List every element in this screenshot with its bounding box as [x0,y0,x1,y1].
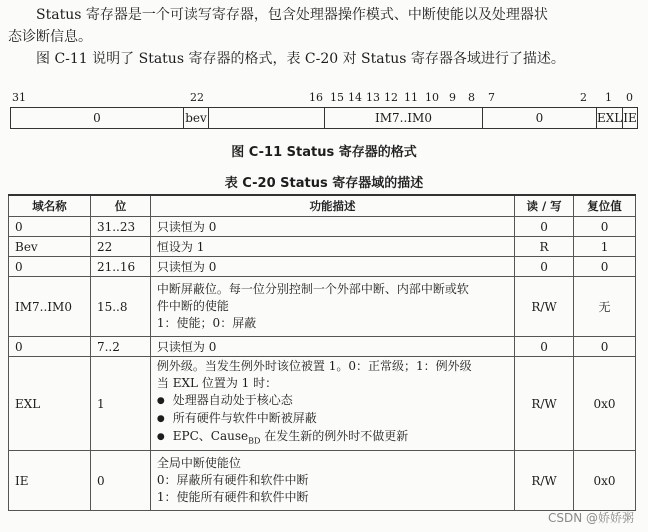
desc-bullet: ● 处理器自动处于核心态 [157,392,508,410]
cell-name: 0 [9,337,91,357]
bd-subscript: BD [248,436,261,446]
cell-name: 0 [9,217,91,237]
cell-rw: R/W [515,357,574,451]
bit-number: 16 [309,91,323,104]
cell-desc [150,357,514,451]
cell-reset: 0 [574,217,636,237]
bit-number: 11 [404,91,418,104]
figure-caption: 图 C-11 Status 寄存器的格式 [231,145,417,160]
cell-bits: 0 [90,451,150,511]
desc-line: 1：使能所有硬件和软件中断 [156,490,309,505]
desc-line: 全局中断使能位 [156,456,241,471]
intro-line-1: Status 寄存器是一个可读写寄存器，包含处理器操作模式、中断使能以及处理器状 [36,7,548,23]
cell-desc: 只读恒为 0 [150,217,514,237]
cell-rw: 0 [515,257,574,277]
header-description: 功能描述 [150,195,514,217]
desc-line: 件中断的使能 [156,299,229,313]
cell-reset: 1 [574,237,636,257]
bit-number: 13 [366,91,380,104]
desc-bullet-epc [157,428,508,449]
field-reserved [209,108,325,128]
cell-bits: 31..23 [90,217,150,237]
table-caption: 表 C-20 Status 寄存器域的描述 [224,176,424,191]
header-bits: 位 [90,195,150,217]
cell-reset: 0 [574,337,636,357]
desc-line: 中断屏蔽位。每一位分别控制一个外部中断、内部中断或软 [156,282,469,296]
cell-name: IM7..IM0 [9,277,91,337]
cell-bits: 1 [90,357,150,451]
cell-desc [150,277,514,337]
cell-name: 0 [9,257,91,277]
table-row [9,337,636,357]
field-zero-high: 0 [11,108,184,128]
desc-line: 0：屏蔽所有硬件和软件中断 [156,473,309,488]
cell-bits: 21..16 [90,257,150,277]
cell-name: IE [9,451,91,511]
header-reset: 复位值 [574,195,636,217]
cell-name: EXL [9,357,91,451]
bit-numbers [0,91,648,107]
desc-line: 当 EXL 位置为 1 时： [156,376,278,390]
bit-number: 15 [330,91,344,104]
intro-line-3: 图 C-11 说明了 Status 寄存器的格式，表 C-20 对 Status 寄存器各域进行了描述。 [36,51,565,67]
cell-bits: 15..8 [90,277,150,337]
table-header-row [9,195,636,217]
bit-number: 12 [384,91,398,104]
header-rw: 读 / 写 [515,195,574,217]
cell-name: Bev [9,237,91,257]
desc-bullet: ● 所有硬件与软件中断被屏蔽 [157,410,508,428]
cell-desc: 恒设为 1 [150,237,514,257]
cell-reset: 0x0 [574,357,636,451]
intro-line-2: 态诊断信息。 [8,29,92,45]
bit-number: 8 [468,91,475,104]
epc-text: EPC、Cause [172,429,249,443]
table-row [9,451,636,511]
cell-rw: 0 [515,217,574,237]
bit-number: 1 [605,91,612,104]
cell-desc: 只读恒为 0 [150,337,514,357]
cell-rw: 0 [515,337,574,357]
field-zero-low: 0 [483,108,597,128]
bit-number: 22 [190,91,204,104]
desc-line: 例外级。当发生例外时该位被置 1。0：正常级；1：例外级 [156,359,472,373]
bit-number: 10 [425,91,439,104]
bit-number: 14 [348,91,362,104]
table-row [9,217,636,237]
bit-number: 0 [626,91,633,104]
cell-bits: 22 [90,237,150,257]
cell-reset: 0 [574,257,636,277]
field-ie: IE [623,111,637,125]
bit-number: 31 [12,91,26,104]
cell-reset: 0x0 [574,451,636,511]
cell-rw: R/W [515,451,574,511]
desc-line: 1：使能；0：屏蔽 [156,316,257,330]
field-exl: EXL [597,108,623,128]
field-bev: bev [184,108,209,128]
epc-text-tail: 在发生新的例外时不做更新 [260,429,409,443]
table-row [9,237,636,257]
cell-desc: 只读恒为 0 [150,257,514,277]
header-field-name: 域名称 [9,195,91,217]
table-row [9,277,636,337]
cell-bits: 7..2 [90,337,150,357]
bit-number: 7 [488,91,495,104]
bit-number: 9 [449,91,456,104]
cell-desc [150,451,514,511]
table-row [9,257,636,277]
cell-rw: R [515,237,574,257]
status-register-layout [10,107,638,129]
bit-number: 2 [580,91,587,104]
watermark: CSDN @娇娇粥 [547,511,634,525]
intro-text [8,4,640,70]
status-fields-table [8,194,636,511]
cell-rw: R/W [515,277,574,337]
field-im: IM7..IM0 [325,108,483,128]
cell-reset: 无 [574,277,636,337]
table-row [9,357,636,451]
